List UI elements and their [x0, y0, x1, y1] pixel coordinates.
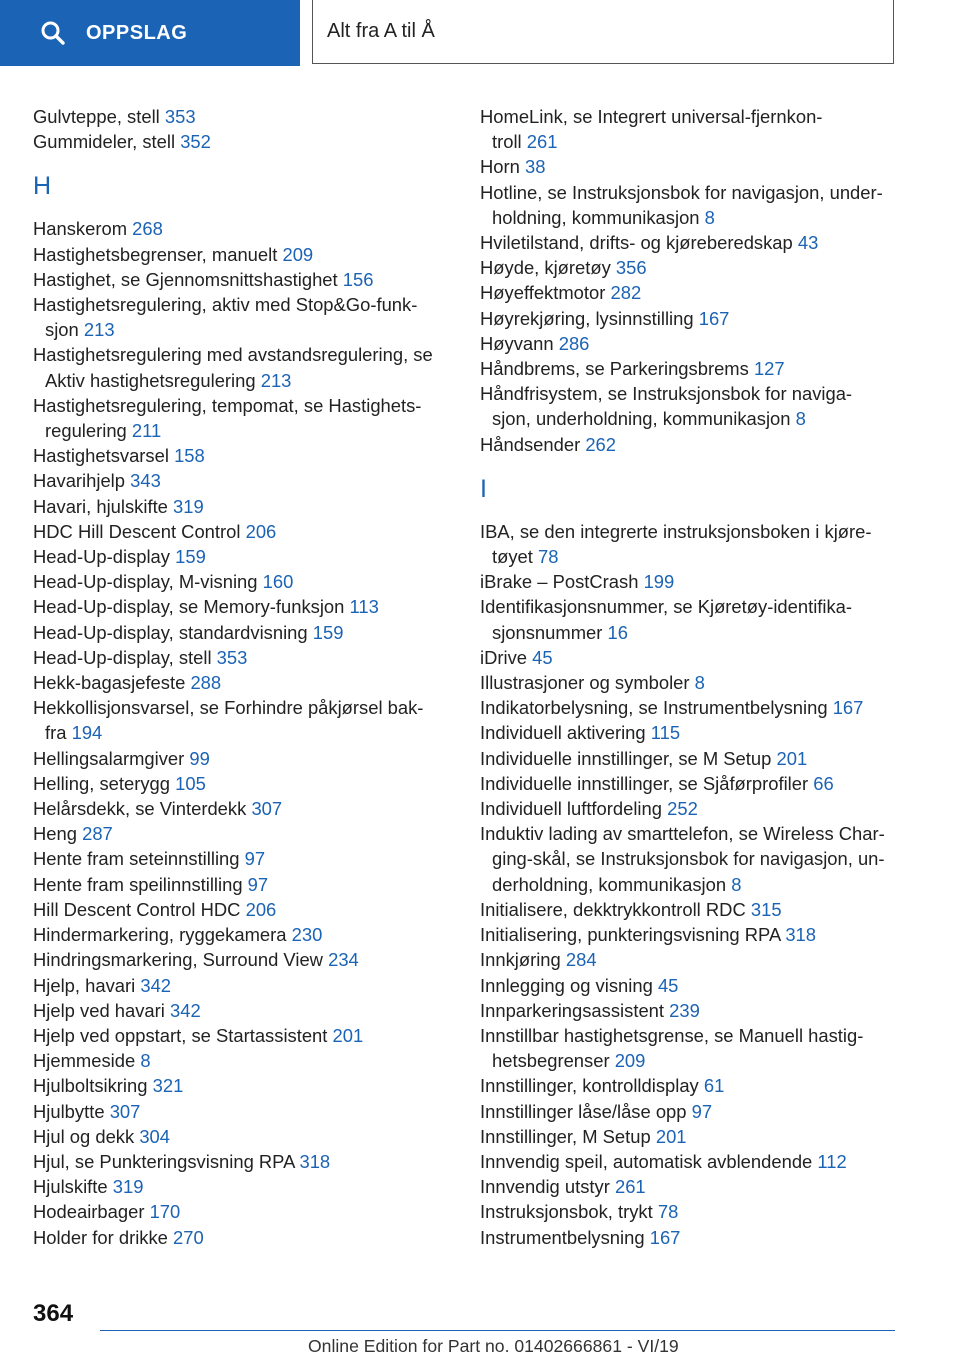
index-entry-text: tøyet: [492, 546, 533, 568]
index-entry: [33, 129, 453, 154]
index-entry: [33, 443, 453, 468]
index-entry-text: Innkjøring: [480, 949, 561, 971]
index-entry: [480, 771, 900, 796]
index-entry-text: Individuell aktivering: [480, 722, 646, 744]
index-entry: [33, 569, 453, 594]
page-reference-link[interactable]: 167: [698, 307, 730, 329]
index-entry-text: regulering: [45, 420, 127, 442]
page-reference-link[interactable]: 353: [164, 106, 196, 127]
index-entry-text: Hastighetsregulering med avstandsregulering, se: [33, 344, 433, 366]
index-entry: [480, 922, 900, 947]
index-entry: [480, 998, 900, 1023]
index-entry-text: Hindringsmarkering, Surround View: [33, 949, 323, 971]
index-entry: [480, 1099, 900, 1124]
index-entry-text: Innstillinger, kontrolldisplay: [480, 1075, 699, 1097]
index-entry-text: Hjelp, havari: [33, 974, 136, 996]
index-entry: [480, 1073, 900, 1098]
page-reference-link[interactable]: 45: [532, 646, 553, 668]
page-reference-link[interactable]: 261: [526, 131, 558, 153]
page-reference-link[interactable]: 206: [245, 520, 277, 542]
page-reference-link[interactable]: 262: [585, 433, 617, 455]
index-entry-text: Hente fram speilinnstilling: [33, 873, 243, 895]
index-entry-text: iDrive: [480, 646, 528, 668]
index-entry-text: Hjulskifte: [33, 1176, 108, 1198]
index-entry-text: Hjul og dekk: [33, 1125, 135, 1147]
index-entry: [480, 154, 900, 179]
index-entry: [33, 973, 453, 998]
index-entry: [480, 381, 900, 431]
index-entry: [33, 342, 453, 392]
page-reference-link[interactable]: 209: [282, 243, 314, 265]
page-reference-link[interactable]: 315: [750, 898, 782, 920]
page-reference-link[interactable]: 167: [649, 1226, 681, 1248]
index-entry-text: Hodeairbager: [33, 1201, 145, 1223]
index-entry-text: Individuelle innstillinger, se M Setup: [480, 747, 772, 769]
page-reference-link[interactable]: 38: [525, 156, 546, 178]
index-entry: [33, 1124, 453, 1149]
index-entry: [33, 468, 453, 493]
index-entry-text: Hastighet, se Gjennomsnittshastighet: [33, 268, 338, 290]
index-entry: [480, 180, 900, 230]
page-reference-link[interactable]: 8: [694, 672, 705, 694]
index-entry: [33, 267, 453, 292]
index-entry-text: Induktiv lading av smarttelefon, se Wireless Char-: [480, 823, 885, 845]
index-entry-text: Hellingsalarmgiver: [33, 747, 185, 769]
index-entry-text: derholdning, kommunikasjon: [492, 873, 727, 895]
index-entry-text: Gummideler, stell: [33, 131, 176, 153]
page-reference-link[interactable]: 286: [558, 332, 590, 354]
index-entry: [480, 720, 900, 745]
page-reference-link[interactable]: 304: [139, 1125, 171, 1147]
index-entry: [480, 1174, 900, 1199]
index-entry-text: Horn: [480, 156, 520, 178]
index-entry-text: hetsbegrenser: [492, 1050, 610, 1072]
index-entry-text: holdning, kommunikasjon: [492, 206, 700, 228]
page-reference-link[interactable]: 234: [328, 949, 359, 971]
index-entry: [480, 1023, 900, 1073]
index-entry: [33, 897, 453, 922]
page-reference-link[interactable]: 159: [175, 546, 206, 568]
index-entry-text: Holder for drikke: [33, 1226, 168, 1248]
index-entry-text: Hjelp ved havari: [33, 999, 165, 1021]
page-reference-link[interactable]: 160: [262, 571, 294, 593]
page-reference-link[interactable]: 105: [175, 772, 206, 794]
index-entry: [33, 1174, 453, 1199]
index-entry: [33, 1073, 453, 1098]
index-entry: [480, 280, 900, 305]
index-entry: [33, 670, 453, 695]
index-entry-text: Hastighetsregulering, tempomat, se Hastighets-: [33, 394, 422, 416]
index-entry: [480, 1149, 900, 1174]
page-reference-link[interactable]: 170: [149, 1201, 181, 1223]
index-entry: [33, 771, 453, 796]
page-reference-link[interactable]: 201: [332, 1024, 364, 1046]
page-reference-link[interactable]: 159: [312, 621, 344, 643]
index-entry: [33, 1099, 453, 1124]
page-reference-link[interactable]: 66: [813, 772, 834, 794]
index-entry: [480, 569, 900, 594]
index-entry-text: Hjelp ved oppstart, se Startassistent: [33, 1024, 328, 1046]
index-entry: [480, 1124, 900, 1149]
index-entry-text: Innstillinger låse/låse opp: [480, 1100, 687, 1122]
page-reference-link[interactable]: 112: [817, 1150, 847, 1172]
index-entry-text: sjon, underholdning, kommunikasjon: [492, 408, 791, 430]
index-entry: [33, 1149, 453, 1174]
page-reference-link[interactable]: 213: [260, 369, 292, 391]
index-entry-text: Helårsdekk, se Vinterdekk: [33, 798, 247, 820]
index-entry-text: Hastighetsbegrenser, manuelt: [33, 243, 278, 265]
index-entry-text: Hjulboltsikring: [33, 1075, 148, 1097]
index-entry: [33, 1023, 453, 1048]
index-entry: [480, 1225, 900, 1250]
page-reference-link[interactable]: 8: [731, 873, 742, 895]
index-entry: [480, 519, 900, 569]
index-entry-text: Hekk-bagasjefeste: [33, 672, 186, 694]
page-reference-link[interactable]: 321: [152, 1075, 184, 1097]
page-reference-link[interactable]: 97: [691, 1100, 713, 1122]
page-reference-link[interactable]: 16: [607, 621, 628, 643]
index-entry: [480, 670, 900, 695]
index-entry: [33, 544, 453, 569]
lookup-tab-label: OPPSLAG: [86, 21, 188, 44]
index-entry: [33, 695, 453, 745]
index-entry-text: Høyde, kjøretøy: [480, 257, 611, 279]
index-entry-text: Havarihjelp: [33, 470, 125, 492]
index-entry-text: Innlegging og visning: [480, 974, 653, 996]
index-entry: [480, 796, 900, 821]
index-entry: [33, 594, 453, 619]
index-column-left: [33, 104, 453, 1250]
index-entry-text: Illustrasjoner og symboler: [480, 672, 690, 694]
index-entry-text: Head-Up-display, M-visning: [33, 571, 258, 593]
index-entry: [480, 356, 900, 381]
index-entry: [480, 331, 900, 356]
page-reference-link[interactable]: 343: [130, 470, 161, 492]
index-entry: [480, 1199, 900, 1224]
section-title: Alt fra A til Å: [327, 20, 435, 42]
page-reference-link[interactable]: 97: [244, 848, 266, 870]
page-reference-link[interactable]: 239: [669, 999, 700, 1021]
page-reference-link[interactable]: 45: [657, 974, 679, 996]
index-letter-heading: I: [480, 474, 487, 503]
index-entry: [480, 432, 900, 457]
page-reference-link[interactable]: 194: [71, 722, 103, 744]
index-entry: [480, 746, 900, 771]
page-reference-link[interactable]: 158: [174, 445, 205, 467]
index-entry-text: Individuell luftfordeling: [480, 798, 662, 820]
index-entry-text: Hjul, se Punkteringsvisning RPA: [33, 1150, 295, 1172]
page-reference-link[interactable]: 352: [180, 131, 211, 153]
page-reference-link[interactable]: 97: [247, 873, 269, 895]
page-reference-link[interactable]: 287: [82, 823, 113, 845]
page-reference-link[interactable]: 78: [657, 1201, 679, 1223]
index-entry-text: Hjulbytte: [33, 1100, 105, 1122]
section-title-tab[interactable]: [312, 0, 894, 64]
index-entry-text: Hjemmeside: [33, 1050, 136, 1072]
index-entry-text: Høyeffektmotor: [480, 282, 606, 304]
index-entry-text: Head-Up-display, standardvisning: [33, 621, 308, 643]
index-entry-text: Høyvann: [480, 332, 554, 354]
page-reference-link[interactable]: 8: [704, 206, 715, 228]
index-entry: [33, 494, 453, 519]
index-entry-text: Head-Up-display: [33, 546, 170, 568]
index-entry: [480, 973, 900, 998]
page-reference-link[interactable]: 78: [538, 546, 559, 568]
page-reference-link[interactable]: 230: [291, 924, 323, 946]
index-entry: [33, 216, 453, 241]
page-reference-link[interactable]: 353: [216, 646, 248, 668]
index-entry: [33, 746, 453, 771]
index-letter-heading: H: [33, 172, 52, 201]
index-entry-text: Heng: [33, 823, 77, 845]
page-reference-link[interactable]: 211: [131, 420, 162, 442]
index-entry-text: HomeLink, se Integrert universal-fjernkon-: [480, 106, 823, 127]
index-entry-text: ging-skål, se Instruksjonsbok for navigasjon, un-: [492, 848, 885, 870]
index-entry-text: Head-Up-display, se Memory-funksjon: [33, 596, 345, 618]
page-reference-link[interactable]: 99: [189, 747, 210, 769]
index-entry-text: Høyrekjøring, lysinnstilling: [480, 307, 694, 329]
page-reference-link[interactable]: 307: [109, 1100, 141, 1122]
index-entry-text: fra: [45, 722, 67, 744]
page-reference-link[interactable]: 268: [132, 218, 163, 240]
search-icon: [40, 20, 66, 46]
footer-divider: [100, 1330, 895, 1331]
page-reference-link[interactable]: 282: [610, 282, 642, 304]
index-entry: [33, 1048, 453, 1073]
index-entry-text: Aktiv hastighetsregulering: [45, 369, 256, 391]
index-entry: [480, 306, 900, 331]
index-entry-text: Innstillbar hastighetsgrense, se Manuell hastig-: [480, 1024, 864, 1046]
page-reference-link[interactable]: 115: [650, 722, 681, 744]
index-entry-text: Innvendig speil, automatisk avblendende: [480, 1150, 813, 1172]
index-entry-text: troll: [492, 131, 522, 153]
index-entry: [33, 922, 453, 947]
index-entry-text: IBA, se den integrerte instruksjonsboken i kjøre-: [480, 520, 872, 542]
index-entry-text: sjonsnummer: [492, 621, 603, 643]
index-entry: [33, 998, 453, 1023]
index-entry-text: Gulvteppe, stell: [33, 106, 160, 127]
page-reference-link[interactable]: 342: [170, 999, 201, 1021]
page-reference-link[interactable]: 167: [832, 697, 864, 719]
index-entry-text: Hviletilstand, drifts- og kjøreberedskap: [480, 232, 793, 254]
page-reference-link[interactable]: 319: [173, 495, 204, 517]
index-entry: [33, 846, 453, 871]
page-reference-link[interactable]: 201: [776, 747, 808, 769]
page-reference-link[interactable]: 270: [173, 1226, 204, 1248]
index-entry: [33, 104, 453, 129]
index-entry-text: Hanskerom: [33, 218, 128, 240]
page-reference-link[interactable]: 213: [83, 319, 115, 341]
index-entry-text: Innvendig utstyr: [480, 1176, 610, 1198]
page-reference-link[interactable]: 252: [667, 798, 698, 820]
index-entry-text: Hente fram seteinnstilling: [33, 848, 240, 870]
index-entry-text: Initialisering, punkteringsvisning RPA: [480, 924, 781, 946]
page-reference-link[interactable]: 113: [349, 596, 379, 618]
page-reference-link[interactable]: 261: [614, 1176, 646, 1198]
index-entry-text: Instrumentbelysning: [480, 1226, 645, 1248]
page-reference-link[interactable]: 318: [785, 924, 817, 946]
index-entry-text: Instruksjonsbok, trykt: [480, 1201, 653, 1223]
index-entry: [33, 796, 453, 821]
index-entry: [33, 242, 453, 267]
page-reference-link[interactable]: 61: [703, 1075, 725, 1097]
index-entry-text: Håndsender: [480, 433, 581, 455]
index-entry: [33, 519, 453, 544]
index-entry-text: iBrake – PostCrash: [480, 571, 639, 593]
page-reference-link[interactable]: 8: [140, 1050, 151, 1072]
header: [0, 0, 960, 66]
page-reference-link[interactable]: 199: [643, 571, 675, 593]
index-entry: [33, 645, 453, 670]
page-reference-link[interactable]: 318: [299, 1150, 331, 1172]
index-entry-text: Hill Descent Control HDC: [33, 898, 241, 920]
index-entry-text: Hotline, se Instruksjonsbok for navigasjon, under-: [480, 181, 883, 203]
page-reference-link[interactable]: 307: [251, 798, 283, 820]
page-reference-link[interactable]: 8: [795, 408, 806, 430]
page-reference-link[interactable]: 209: [614, 1050, 646, 1072]
index-entry: [33, 821, 453, 846]
footer-edition: Online Edition for Part no. 01402666861 - VI/19: [308, 1336, 679, 1356]
page-reference-link[interactable]: 156: [342, 268, 374, 290]
index-entry-text: Hekkollisjonsvarsel, se Forhindre påkjørsel bak-: [33, 697, 424, 719]
index-entry: [480, 104, 900, 154]
page-reference-link[interactable]: 319: [112, 1176, 144, 1198]
index-entry-text: Håndbrems, se Parkeringsbrems: [480, 358, 749, 380]
index-entry: [33, 1225, 453, 1250]
index-column-right: [480, 104, 900, 1250]
lookup-tab[interactable]: [0, 0, 300, 66]
index-entry-text: Indikatorbelysning, se Instrumentbelysning: [480, 697, 828, 719]
index-entry-text: Innparkeringsassistent: [480, 999, 665, 1021]
index-entry: [480, 695, 900, 720]
index-entry: [33, 872, 453, 897]
page-reference-link[interactable]: 206: [245, 898, 277, 920]
page-reference-link[interactable]: 284: [565, 949, 597, 971]
index-entry-text: Havari, hjulskifte: [33, 495, 168, 517]
index-entry: [33, 947, 453, 972]
index-entry-text: Hindermarkering, ryggekamera: [33, 924, 287, 946]
index-entry-text: Individuelle innstillinger, se Sjåførprofiler: [480, 772, 809, 794]
index-entry: [480, 947, 900, 972]
page-reference-link[interactable]: 342: [140, 974, 172, 996]
index-entry: [33, 1199, 453, 1224]
page-reference-link[interactable]: 127: [753, 358, 785, 380]
page-reference-link[interactable]: 43: [797, 232, 819, 254]
index-entry-text: HDC Hill Descent Control: [33, 520, 241, 542]
index-entry-text: Innstillinger, M Setup: [480, 1125, 651, 1147]
index-entry-text: Helling, seterygg: [33, 772, 170, 794]
index-entry-text: Head-Up-display, stell: [33, 646, 212, 668]
page-number: 364: [33, 1300, 74, 1327]
index-entry: [33, 393, 453, 443]
index-entry-text: Hastighetsregulering, aktiv med Stop&Go-funk-: [33, 294, 418, 316]
page-reference-link[interactable]: 201: [655, 1125, 687, 1147]
index-entry-text: sjon: [45, 319, 79, 341]
index-entry: [33, 292, 453, 342]
index-entry: [480, 255, 900, 280]
index-entry: [480, 897, 900, 922]
page-reference-link[interactable]: 288: [190, 672, 222, 694]
index-entry-text: Identifikasjonsnummer, se Kjøretøy-identifika-: [480, 596, 853, 618]
index-entry: [480, 645, 900, 670]
page-reference-link[interactable]: 356: [615, 257, 647, 279]
index-entry: [480, 594, 900, 644]
index-entry: [480, 230, 900, 255]
index-entry: [33, 620, 453, 645]
index-entry-text: Håndfrisystem, se Instruksjonsbok for naviga-: [480, 383, 853, 405]
index-entry-text: Initialisere, dekktrykkontroll RDC: [480, 898, 746, 920]
index-entry-text: Hastighetsvarsel: [33, 445, 169, 467]
index-entry: [480, 821, 900, 897]
